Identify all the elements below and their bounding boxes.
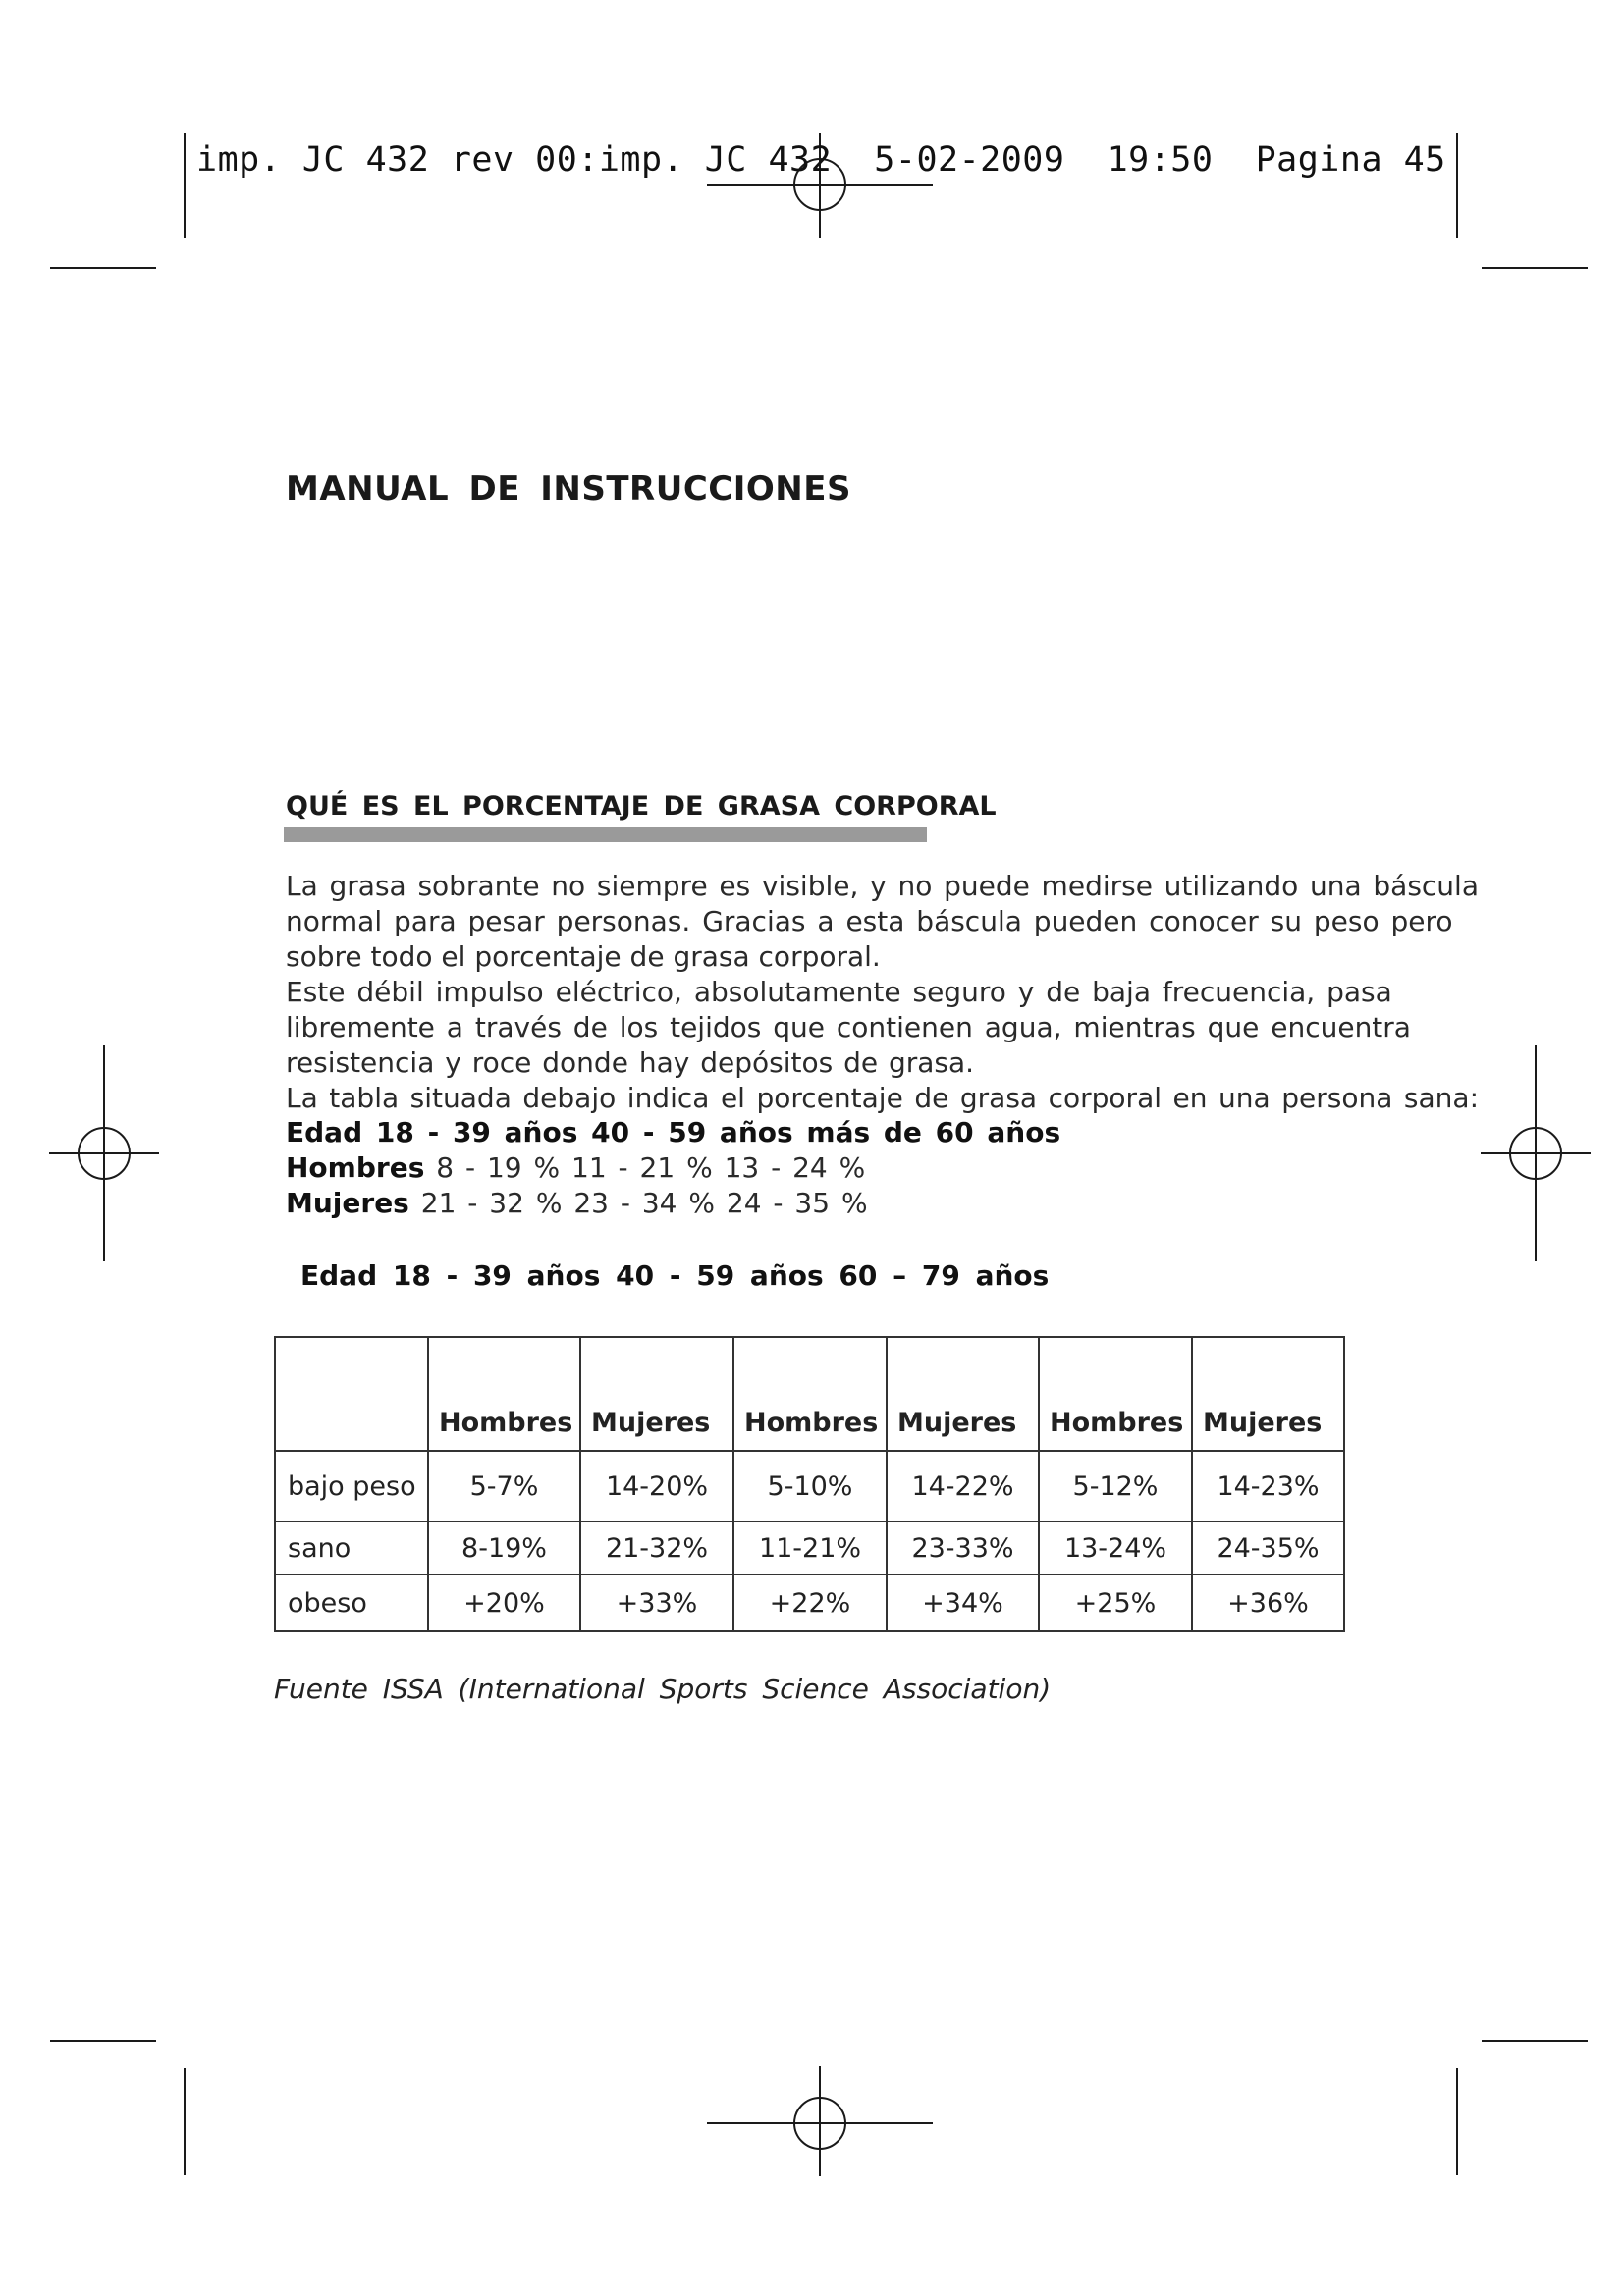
table-cell: 21-32%	[580, 1522, 733, 1575]
print-slug-line: imp. JC 432 rev 00:imp. JC 432 5-02-2009 19:50 Pagina 45	[196, 140, 1446, 180]
table-cell: 13-24%	[1039, 1522, 1192, 1575]
table-cell: +20%	[428, 1575, 580, 1631]
registration-mark-right	[1481, 1045, 1591, 1261]
table-cell: +34%	[887, 1575, 1039, 1631]
crop-mark-top-right-v	[1456, 133, 1458, 238]
paragraph-line-6: resistencia y roce donde hay depósitos de grasa.	[286, 1046, 975, 1079]
crop-mark-top-right-h	[1482, 267, 1588, 269]
registration-mark-bottom	[707, 2066, 933, 2179]
table-header-row	[275, 1337, 1344, 1451]
table-cell: +22%	[733, 1575, 887, 1631]
section-title: QUÉ ES EL PORCENTAJE DE GRASA CORPORAL	[286, 791, 997, 822]
crop-mark-top-left-v	[184, 133, 186, 238]
paragraph-line-7: La tabla situada debajo indica el porcentaje de grasa corporal en una persona sana:	[286, 1082, 1479, 1114]
table-row	[275, 1575, 1344, 1631]
table-cell: +33%	[580, 1575, 733, 1631]
table-cell: 14-22%	[887, 1451, 1039, 1522]
registration-mark-left	[49, 1045, 159, 1261]
header-mujeres-2: Mujeres	[887, 1337, 1039, 1451]
table-cell: 8-19%	[428, 1522, 580, 1575]
crop-mark-top-left-h	[50, 267, 156, 269]
table-cell: 24-35%	[1192, 1522, 1344, 1575]
inline-mujeres-values: 21 - 32 % 23 - 34 % 24 - 35 %	[408, 1187, 868, 1219]
inline-table-header: Edad 18 - 39 años 40 - 59 años más de 60 años	[286, 1116, 1061, 1148]
inline-hombres-values: 8 - 19 % 11 - 21 % 13 - 24 %	[424, 1151, 866, 1184]
header-mujeres-3: Mujeres	[1192, 1337, 1344, 1451]
page-title: MANUAL DE INSTRUCCIONES	[286, 469, 851, 508]
table-cell: +36%	[1192, 1575, 1344, 1631]
table-cell: 23-33%	[887, 1522, 1039, 1575]
crop-mark-bottom-left-h	[50, 2040, 156, 2042]
table-header-empty	[275, 1337, 428, 1451]
table-cell: +25%	[1039, 1575, 1192, 1631]
crop-mark-bottom-right-h	[1482, 2040, 1588, 2042]
inline-table-hombres-row	[286, 1151, 865, 1184]
table-row	[275, 1522, 1344, 1575]
table-cell: 11-21%	[733, 1522, 887, 1575]
table-cell: 14-20%	[580, 1451, 733, 1522]
row-label-obeso: obeso	[275, 1575, 428, 1631]
crop-mark-bottom-left-v	[184, 2068, 186, 2175]
table-cell: 14-23%	[1192, 1451, 1344, 1522]
source-citation: Fuente ISSA (International Sports Science Association)	[274, 1673, 1052, 1705]
inline-hombres-label: Hombres	[286, 1151, 425, 1184]
header-mujeres-1: Mujeres	[580, 1337, 733, 1451]
header-hombres-1: Hombres	[428, 1337, 580, 1451]
body-fat-table	[274, 1336, 1345, 1632]
row-label-bajo-peso: bajo peso	[275, 1451, 428, 1522]
table-age-heading: Edad 18 - 39 años 40 - 59 años 60 – 79 años	[300, 1259, 1050, 1292]
inline-table-mujeres-row	[286, 1187, 868, 1219]
paragraph-line-1: La grasa sobrante no siempre es visible, y no puede medirse utilizando una báscula	[286, 870, 1479, 902]
row-label-sano: sano	[275, 1522, 428, 1575]
header-hombres-2: Hombres	[733, 1337, 887, 1451]
paragraph-line-5: libremente a través de los tejidos que contienen agua, mientras que encuentra	[286, 1011, 1411, 1043]
paragraph-line-4: Este débil impulso eléctrico, absolutamente seguro y de baja frecuencia, pasa	[286, 976, 1392, 1008]
table-cell: 5-10%	[733, 1451, 887, 1522]
inline-mujeres-label: Mujeres	[286, 1187, 409, 1219]
section-underline-bar	[284, 827, 927, 842]
table-cell: 5-7%	[428, 1451, 580, 1522]
header-hombres-3: Hombres	[1039, 1337, 1192, 1451]
table-row	[275, 1451, 1344, 1522]
paragraph-line-3: sobre todo el porcentaje de grasa corporal.	[286, 940, 881, 973]
crop-mark-bottom-right-v	[1456, 2068, 1458, 2175]
table-cell: 5-12%	[1039, 1451, 1192, 1522]
paragraph-line-2: normal para pesar personas. Gracias a esta báscula pueden conocer su peso pero	[286, 905, 1453, 937]
